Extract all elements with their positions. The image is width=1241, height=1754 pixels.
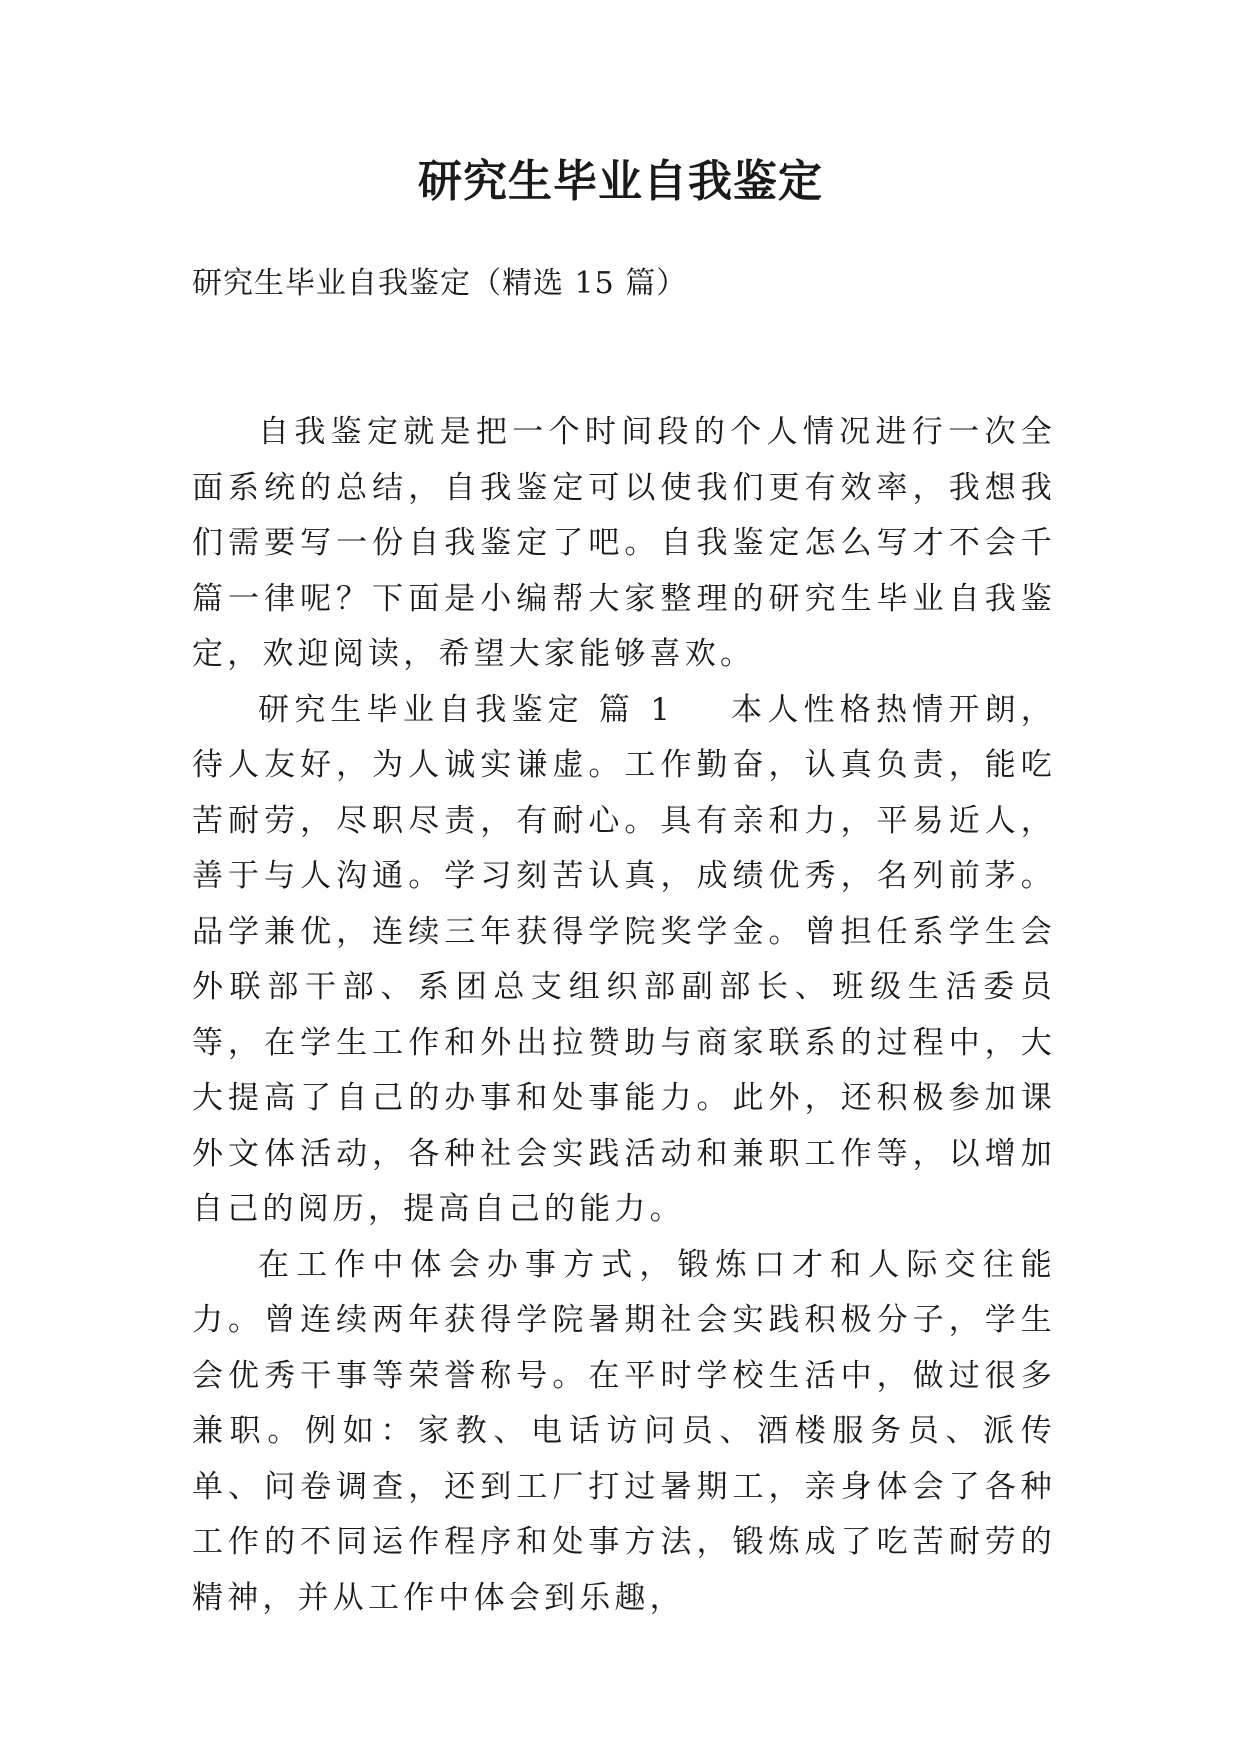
section1-heading: 研究生毕业自我鉴定 篇 1 bbox=[258, 691, 675, 728]
intro-paragraph: 自我鉴定就是把一个时间段的个人情况进行一次全面系统的总结，自我鉴定可以使我们更有效率，我想我们需要写一份自我鉴定了吧。自我鉴定怎么写才不会千篇一律呢？下面是小编帮大家整理的研究生毕业自我鉴定，欢迎阅读，希望大家能够喜欢。 bbox=[192, 414, 1056, 672]
paragraph-3: 在工作中体会办事方式，锻炼口才和人际交往能力。曾连续两年获得学院暑期社会实践积极分子，学生会优秀干事等荣誉称号。在平时学校生活中，做过很多兼职。例如：家教、电话访问员、酒楼服务员、派传单、问卷调查，还到工厂打过暑期工，亲身体会了各种工作的不同运作程序和处事方法，锻炼成了吃苦耐劳的精神，并从工作中体会到乐趣， bbox=[192, 1246, 1056, 1616]
document-subtitle: 研究生毕业自我鉴定（精选 15 篇） bbox=[192, 266, 688, 301]
document-body bbox=[192, 405, 1056, 1626]
document-title: 研究生毕业自我鉴定 bbox=[418, 156, 823, 207]
section1-paragraph bbox=[192, 683, 1056, 1238]
section1-text: 本人性格热情开朗，待人友好，为人诚实谦虚。工作勤奋，认真负责，能吃苦耐劳，尽职尽责，有耐心。具有亲和力，平易近人，善于与人沟通。学习刻苦认真，成绩优秀，名列前茅。品学兼优，连续三年获得学院奖学金。曾担任系学生会外联部干部、系团总支组织部副部长、班级生活委员等，在学生工作和外出拉赞助与商家联系的过程中，大大提高了自己的办事和处事能力。此外，还积极参加课外文体活动，各种社会实践活动和兼职工作等，以增加自己的阅历，提高自己的能力。 bbox=[192, 691, 1056, 1227]
